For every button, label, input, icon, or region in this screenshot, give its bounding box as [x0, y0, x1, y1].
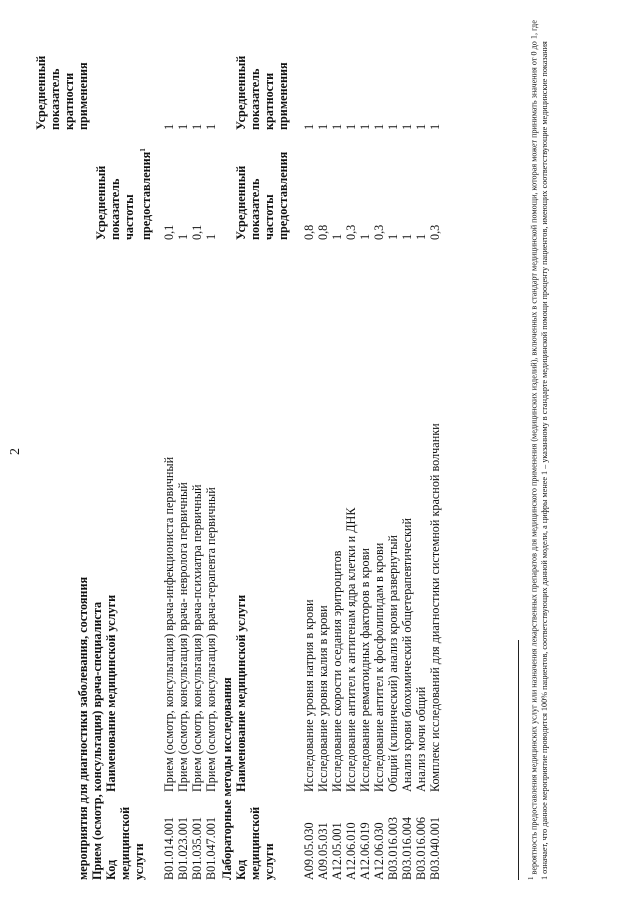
row-freq: 1: [176, 233, 190, 240]
row-name: Исследование скорости оседания эритроцитов: [330, 550, 344, 792]
row-code: A09.05.031: [316, 822, 330, 880]
header-code-line3: услуги: [132, 843, 146, 880]
row-mult: 1: [414, 123, 428, 130]
row-code: B01.047.001: [204, 817, 218, 880]
header2-mult-line1: Усредненный: [234, 55, 248, 130]
header2-freq-line4: предоставления: [276, 151, 290, 240]
page-number: 2: [8, 448, 23, 455]
header-mult-line3: кратности: [62, 72, 76, 130]
row-name: Комплекс исследований для диагностики системной красной волчанки: [428, 423, 442, 792]
row-mult: 1: [302, 123, 316, 130]
row-freq: 1: [330, 233, 344, 240]
row-name: Исследование уровня калия в крови: [316, 605, 330, 792]
footnote-divider: [518, 640, 519, 880]
header2-code-line3: услуги: [262, 843, 276, 880]
row-freq: 1: [358, 233, 372, 240]
row-freq: 1: [386, 233, 400, 240]
row-name: Общий (клинический) анализ крови развернутый: [386, 535, 400, 792]
header-freq-line3: частоты: [122, 194, 136, 240]
row-name: Исследование антител к фосфолипидам в крови: [372, 542, 386, 792]
row-freq: 0,3: [372, 224, 386, 240]
row-code: B01.014.001: [162, 817, 176, 880]
footnote-mark: 1: [527, 876, 535, 880]
footnote-ref: 1: [139, 148, 147, 152]
row-mult: 1: [190, 123, 204, 130]
row-freq: 0,3: [428, 224, 442, 240]
row-name: Анализ крови биохимический общетерапевтический: [400, 518, 414, 792]
lab-section-title: Лабораторные методы исследования: [220, 677, 234, 880]
row-code: B03.016.004: [400, 817, 414, 880]
row-code: B03.016.003: [386, 817, 400, 880]
header-mult-line1: Усредненный: [34, 55, 48, 130]
header2-freq-line3: частоты: [262, 194, 276, 240]
footnote: [526, 20, 551, 880]
section-title: мероприятия для диагностики заболевания, состояния: [76, 576, 90, 880]
table-header-lab: [234, 0, 294, 880]
row-mult: 1: [372, 123, 386, 130]
row-code: B01.035.001: [190, 817, 204, 880]
row-name: Исследование уровня натрия в крови: [302, 599, 316, 792]
row-name: Анализ мочи общий: [414, 686, 428, 792]
row-name: Прием (осмотр, консультация) врача-психиатра первичный: [190, 484, 204, 792]
row-mult: 1: [330, 123, 344, 130]
row-name: Исследование ревматоидных факторов в крови: [358, 548, 372, 792]
header2-mult-line2: показатель: [248, 68, 262, 130]
rotated-document-page: [34, 0, 640, 880]
header2-name: Наименование медицинской услуги: [234, 594, 248, 792]
row-code: A12.06.030: [372, 822, 386, 880]
header-mult-line4: применения: [76, 62, 90, 130]
row-freq: 0,1: [162, 224, 176, 240]
header2-code-line1: Код: [234, 859, 248, 880]
header-code-line1: Код: [104, 859, 118, 880]
row-code: B03.040.001: [428, 817, 442, 880]
header-name: Наименование медицинской услуги: [104, 594, 118, 792]
header-freq-line2: показатель: [108, 178, 122, 240]
row-code: A09.05.030: [302, 822, 316, 880]
row-code: A12.05.001: [330, 822, 344, 880]
row-mult: 1: [176, 123, 190, 130]
footnote-text: вероятность предоставления медицинских услуг или назначения лекарственных препаратов для медицинского применения (медицинских изделий), включенных в стандарт медицинской помощи, которая может принимать значения от 0 до 1, где 1 означает, что данное мероприятие проводится 100% пациентов, соответствующих данной модели, а цифры менее 1 – указанному в стандарте медицинской помощи проценту пациентов, имеющих соответствующие медицинские показания: [529, 20, 550, 880]
row-freq: 0,1: [190, 224, 204, 240]
row-freq: 0,8: [316, 224, 330, 240]
row-code: A12.06.010: [344, 822, 358, 880]
row-code: B01.023.001: [176, 817, 190, 880]
header2-mult-line4: применения: [276, 62, 290, 130]
row-freq: 0,8: [302, 224, 316, 240]
header-code-line2: медицинской: [118, 806, 132, 880]
row-name: Прием (осмотр, консультация) врача- невролога первичный: [176, 482, 190, 792]
row-freq: 1: [204, 233, 218, 240]
header-freq-line4: предоставления: [139, 151, 154, 240]
row-mult: 1: [316, 123, 330, 130]
row-mult: 1: [428, 123, 442, 130]
subsection-title: Прием (осмотр, консультация) врача-специалиста: [90, 601, 104, 880]
row-code: B03.016.006: [414, 817, 428, 880]
row-code: A12.06.019: [358, 822, 372, 880]
row-mult: 1: [162, 123, 176, 130]
row-name: Исследование антител к антигенам ядра клетки и ДНК: [344, 507, 358, 792]
header2-freq-line2: показатель: [248, 178, 262, 240]
row-freq: 1: [400, 233, 414, 240]
row-mult: 1: [386, 123, 400, 130]
header2-code-line2: медицинской: [248, 806, 262, 880]
row-mult: 1: [344, 123, 358, 130]
row-mult: 1: [400, 123, 414, 130]
row-mult: 1: [204, 123, 218, 130]
header-freq-line1: Усредненный: [94, 165, 108, 240]
row-freq: 1: [414, 233, 428, 240]
row-name: Прием (осмотр, консультация) врача-инфекциониста первичный: [162, 456, 176, 792]
header-mult-line2: показатель: [48, 68, 62, 130]
header2-mult-line3: кратности: [262, 72, 276, 130]
header2-freq-line1: Усредненный: [234, 165, 248, 240]
row-mult: 1: [358, 123, 372, 130]
row-name: Прием (осмотр, консультация) врача-терапевта первичный: [204, 487, 218, 792]
row-freq: 0,3: [344, 224, 358, 240]
